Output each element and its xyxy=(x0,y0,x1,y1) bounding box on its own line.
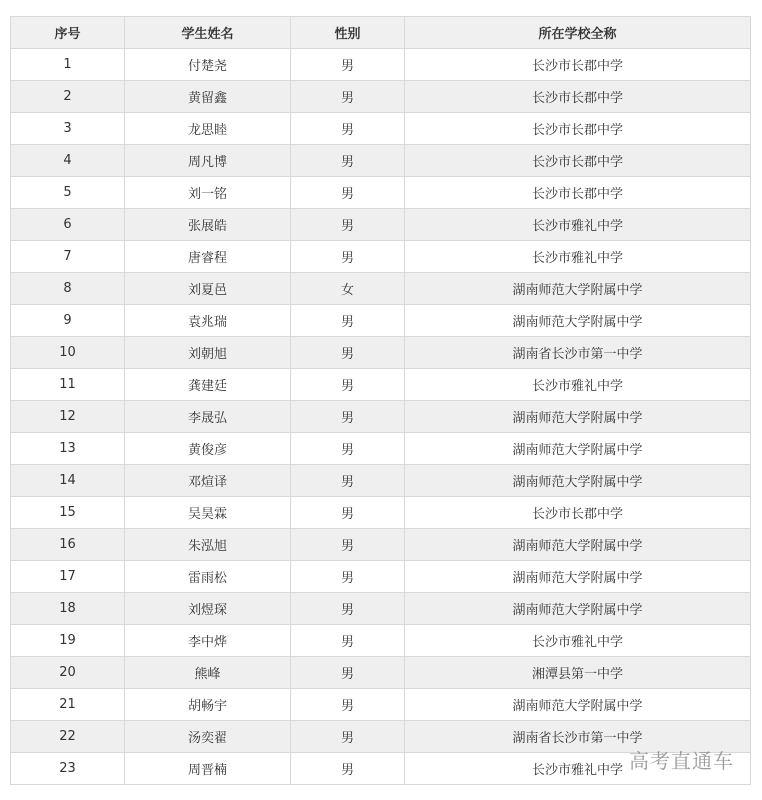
table-row xyxy=(11,241,751,273)
cell-gender: 男 xyxy=(291,465,405,497)
cell-index: 2 xyxy=(11,81,125,113)
cell-student-name: 龙思睦 xyxy=(125,113,291,145)
cell-index: 12 xyxy=(11,401,125,433)
cell-student-name: 熊峰 xyxy=(125,657,291,689)
cell-student-name: 龚建廷 xyxy=(125,369,291,401)
table-row xyxy=(11,177,751,209)
cell-student-name: 刘夏邑 xyxy=(125,273,291,305)
cell-index: 19 xyxy=(11,625,125,657)
table-row xyxy=(11,305,751,337)
cell-student-name: 雷雨松 xyxy=(125,561,291,593)
cell-gender: 男 xyxy=(291,657,405,689)
cell-gender: 男 xyxy=(291,209,405,241)
cell-student-name: 朱泓旭 xyxy=(125,529,291,561)
cell-student-name: 张展皓 xyxy=(125,209,291,241)
table-row xyxy=(11,273,751,305)
cell-index: 22 xyxy=(11,721,125,753)
student-roster-table xyxy=(10,16,751,785)
cell-index: 15 xyxy=(11,497,125,529)
cell-gender: 男 xyxy=(291,433,405,465)
cell-student-name: 吴昊霖 xyxy=(125,497,291,529)
cell-index: 11 xyxy=(11,369,125,401)
cell-index: 6 xyxy=(11,209,125,241)
cell-school: 长沙市雅礼中学 xyxy=(405,369,751,401)
cell-school: 湖南师范大学附属中学 xyxy=(405,433,751,465)
cell-student-name: 胡畅宇 xyxy=(125,689,291,721)
cell-school: 长沙市长郡中学 xyxy=(405,49,751,81)
cell-school: 长沙市长郡中学 xyxy=(405,497,751,529)
cell-index: 14 xyxy=(11,465,125,497)
cell-school: 湖南省长沙市第一中学 xyxy=(405,337,751,369)
cell-index: 17 xyxy=(11,561,125,593)
cell-student-name: 刘朝旭 xyxy=(125,337,291,369)
cell-school: 湖南师范大学附属中学 xyxy=(405,305,751,337)
cell-gender: 男 xyxy=(291,305,405,337)
table-row xyxy=(11,113,751,145)
table-row xyxy=(11,337,751,369)
table-row xyxy=(11,433,751,465)
cell-gender: 男 xyxy=(291,241,405,273)
cell-index: 5 xyxy=(11,177,125,209)
cell-gender: 男 xyxy=(291,497,405,529)
table-row xyxy=(11,497,751,529)
header-row xyxy=(11,17,751,49)
cell-gender: 男 xyxy=(291,177,405,209)
cell-student-name: 刘煜琛 xyxy=(125,593,291,625)
cell-gender: 男 xyxy=(291,369,405,401)
watermark-text: 高考直通车 xyxy=(629,749,734,773)
cell-school: 湖南师范大学附属中学 xyxy=(405,561,751,593)
table-row xyxy=(11,529,751,561)
cell-school: 长沙市长郡中学 xyxy=(405,113,751,145)
cell-gender: 男 xyxy=(291,81,405,113)
table-header xyxy=(11,17,751,49)
cell-student-name: 汤奕翟 xyxy=(125,721,291,753)
cell-index: 7 xyxy=(11,241,125,273)
cell-student-name: 刘一铭 xyxy=(125,177,291,209)
cell-student-name: 周凡博 xyxy=(125,145,291,177)
cell-index: 8 xyxy=(11,273,125,305)
cell-school: 湖南师范大学附属中学 xyxy=(405,529,751,561)
cell-gender: 男 xyxy=(291,689,405,721)
cell-gender: 男 xyxy=(291,753,405,785)
cell-gender: 男 xyxy=(291,529,405,561)
cell-index: 18 xyxy=(11,593,125,625)
cell-student-name: 付楚尧 xyxy=(125,49,291,81)
cell-school: 长沙市雅礼中学 xyxy=(405,625,751,657)
cell-school: 湖南师范大学附属中学 xyxy=(405,273,751,305)
cell-index: 13 xyxy=(11,433,125,465)
header-gender: 性别 xyxy=(291,17,405,49)
table-row xyxy=(11,625,751,657)
cell-index: 10 xyxy=(11,337,125,369)
table-row xyxy=(11,49,751,81)
cell-gender: 男 xyxy=(291,49,405,81)
cell-gender: 男 xyxy=(291,561,405,593)
cell-school: 长沙市雅礼中学 xyxy=(405,241,751,273)
cell-student-name: 黄留鑫 xyxy=(125,81,291,113)
cell-school: 长沙市雅礼中学 xyxy=(405,209,751,241)
cell-school: 湖南师范大学附属中学 xyxy=(405,689,751,721)
cell-index: 9 xyxy=(11,305,125,337)
cell-gender: 男 xyxy=(291,593,405,625)
cell-gender: 女 xyxy=(291,273,405,305)
cell-gender: 男 xyxy=(291,625,405,657)
cell-student-name: 黄俊彦 xyxy=(125,433,291,465)
header-student-name: 学生姓名 xyxy=(125,17,291,49)
cell-school: 长沙市长郡中学 xyxy=(405,177,751,209)
table-row xyxy=(11,657,751,689)
cell-index: 20 xyxy=(11,657,125,689)
cell-gender: 男 xyxy=(291,721,405,753)
table-row xyxy=(11,209,751,241)
cell-gender: 男 xyxy=(291,337,405,369)
table-row xyxy=(11,401,751,433)
cell-school: 长沙市长郡中学 xyxy=(405,145,751,177)
header-index: 序号 xyxy=(11,17,125,49)
table-row xyxy=(11,465,751,497)
table-row xyxy=(11,81,751,113)
cell-school: 湖南师范大学附属中学 xyxy=(405,401,751,433)
table-row xyxy=(11,561,751,593)
cell-index: 16 xyxy=(11,529,125,561)
cell-index: 23 xyxy=(11,753,125,785)
table-row xyxy=(11,593,751,625)
cell-index: 1 xyxy=(11,49,125,81)
cell-student-name: 李中烨 xyxy=(125,625,291,657)
cell-index: 4 xyxy=(11,145,125,177)
cell-school: 湘潭县第一中学 xyxy=(405,657,751,689)
cell-gender: 男 xyxy=(291,113,405,145)
cell-student-name: 周晋楠 xyxy=(125,753,291,785)
cell-school: 湖南省长沙市第一中学 xyxy=(405,721,751,753)
cell-gender: 男 xyxy=(291,145,405,177)
cell-school: 长沙市雅礼中学 xyxy=(405,753,751,785)
cell-student-name: 李晟弘 xyxy=(125,401,291,433)
cell-school: 湖南师范大学附属中学 xyxy=(405,593,751,625)
cell-student-name: 袁兆瑞 xyxy=(125,305,291,337)
cell-school: 长沙市长郡中学 xyxy=(405,81,751,113)
cell-index: 3 xyxy=(11,113,125,145)
cell-student-name: 唐睿程 xyxy=(125,241,291,273)
table-row xyxy=(11,369,751,401)
header-school: 所在学校全称 xyxy=(405,17,751,49)
table-body xyxy=(11,49,751,785)
cell-index: 21 xyxy=(11,689,125,721)
table-row xyxy=(11,689,751,721)
cell-student-name: 邓煊译 xyxy=(125,465,291,497)
cell-school: 湖南师范大学附属中学 xyxy=(405,465,751,497)
cell-gender: 男 xyxy=(291,401,405,433)
table-row xyxy=(11,145,751,177)
